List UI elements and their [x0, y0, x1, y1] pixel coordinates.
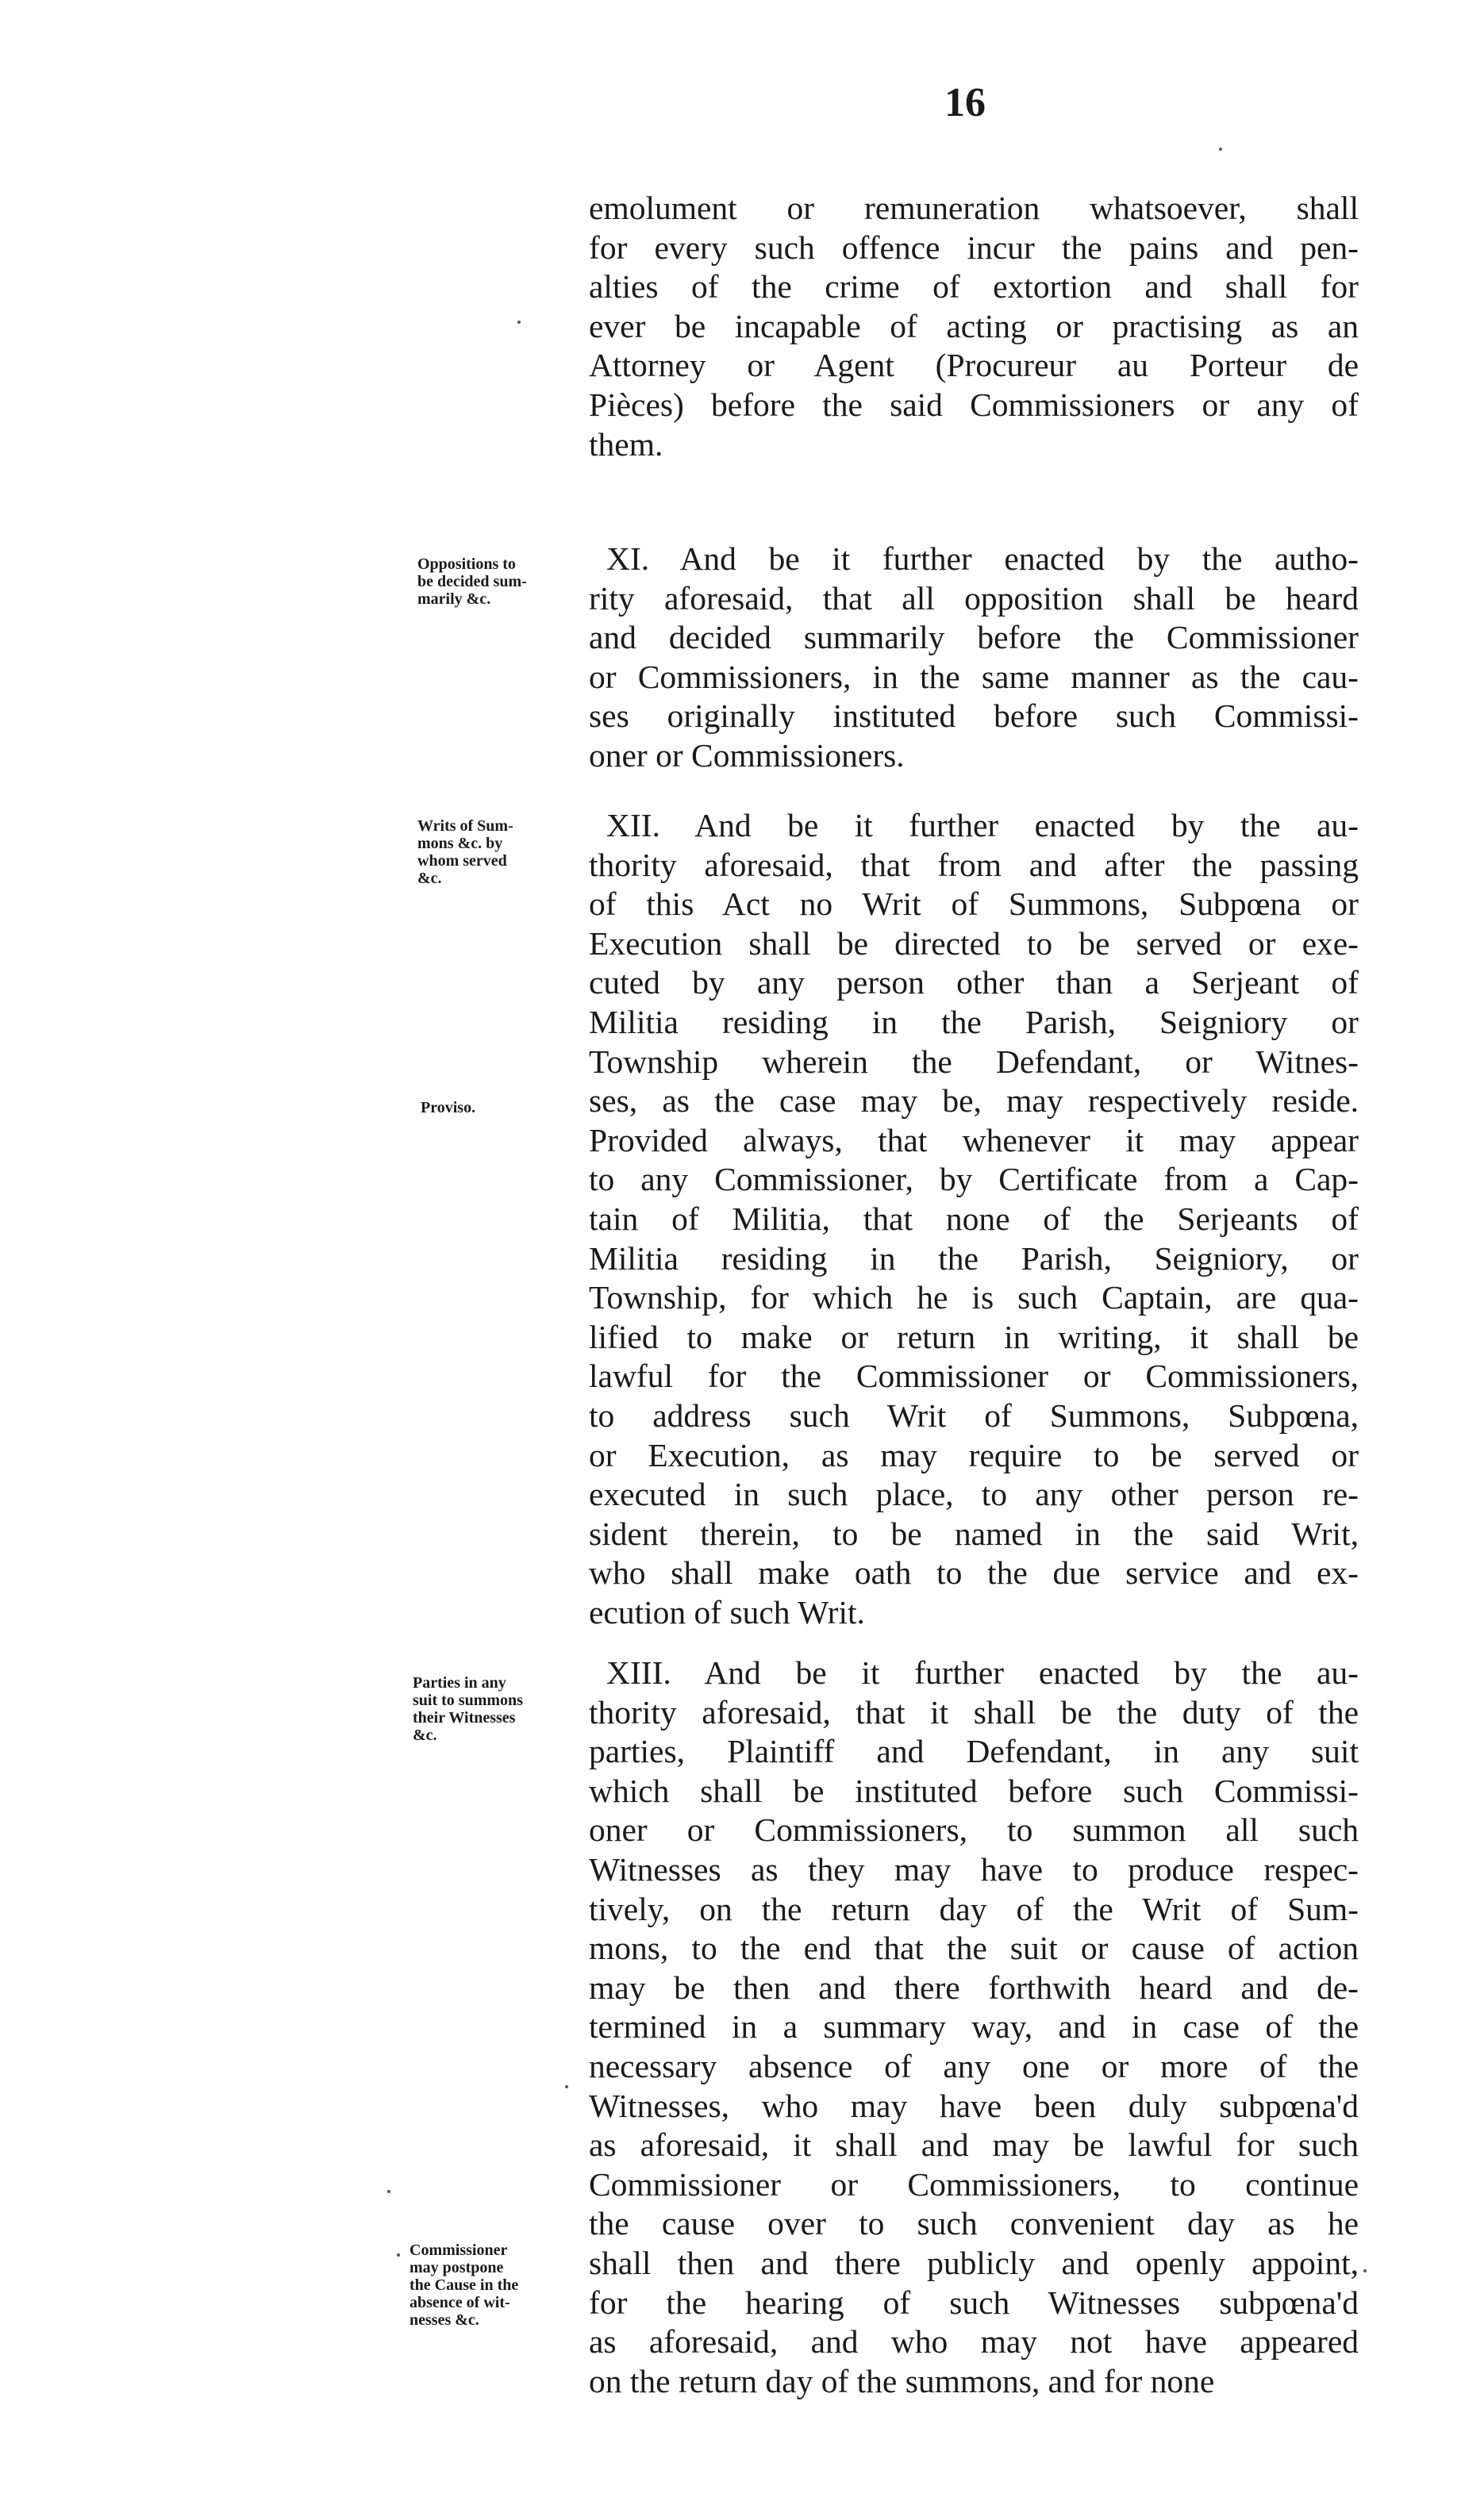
text-line: Militia residing in the Parish, Seigniory or	[589, 1003, 1359, 1040]
page-number: 16	[944, 80, 986, 125]
text-block-continuation	[589, 189, 1359, 464]
text-line: mons, to the end that the suit or cause of action	[589, 1930, 1359, 1967]
text-line: shall then and there publicly and openly appoint,	[589, 2244, 1359, 2281]
text-line: emolument or remuneration whatsoever, shall	[589, 190, 1359, 226]
text-line: parties, Plaintiff and Defendant, in any suit	[589, 1733, 1359, 1770]
margin-note-writs	[417, 817, 584, 887]
text-line: ecution of such Writ.	[589, 1593, 865, 1631]
margin-note-line: Proviso.	[421, 1099, 476, 1116]
margin-note-line: &c.	[417, 870, 442, 887]
margin-note-line: may postpone	[410, 2259, 504, 2276]
text-line: termined in a summary way, and in case of the	[589, 2008, 1359, 2046]
text-line: Execution shall be directed to be served or exe-	[589, 924, 1359, 962]
margin-note-line: marily &c.	[417, 590, 491, 608]
text-line: on the return day of the summons, and for none	[589, 2362, 1215, 2399]
text-line: Witnesses as they may have to produce respec-	[589, 1850, 1359, 1888]
text-line: Attorney or Agent (Procureur au Porteur de	[589, 347, 1359, 384]
text-line: them.	[589, 425, 663, 463]
text-line: thority aforesaid, that from and after the passing	[589, 846, 1359, 883]
text-line: executed in such place, to any other person re-	[589, 1476, 1359, 1513]
text-line: Township wherein the Defendant, or Witnes-	[589, 1043, 1359, 1080]
text-line: cuted by any person other than a Serjeant of	[589, 964, 1359, 1001]
text-line: sident therein, to be named in the said Writ,	[589, 1515, 1359, 1552]
text-line: Township, for which he is such Captain, are qua-	[589, 1279, 1359, 1316]
ink-speck	[387, 2190, 390, 2193]
text-line: tively, on the return day of the Writ of Sum-	[589, 1890, 1359, 1927]
text-line: for every such offence incur the pains and pen-	[589, 229, 1359, 266]
text-line: which shall be instituted before such Commissi-	[589, 1772, 1359, 1809]
margin-note-line: whom served	[417, 852, 507, 870]
section-xiii	[589, 1654, 1359, 2401]
ink-speck	[397, 2253, 400, 2257]
text-line: to address such Writ of Summons, Subpœna,	[589, 1396, 1359, 1434]
text-line: rity aforesaid, that all opposition shall be heard	[589, 579, 1359, 617]
text-line: to any Commissioner, by Certificate from a Cap-	[589, 1161, 1359, 1198]
text-line: tain of Militia, that none of the Serjeants of	[589, 1200, 1359, 1237]
text-line: Commissioner or Commissioners, to continue	[589, 2165, 1359, 2203]
margin-note-line: Oppositions to	[417, 555, 516, 573]
text-line: ses, as the case may be, may respectively reside.	[589, 1082, 1359, 1120]
text-line: may be then and there forthwith heard and de-	[589, 1969, 1359, 2006]
ink-speck	[517, 321, 521, 324]
text-line: and decided summarily before the Commissioner	[589, 619, 1359, 656]
text-line: necessary absence of any one or more of the	[589, 2047, 1359, 2084]
text-line: Provided always, that whenever it may appear	[589, 1121, 1359, 1158]
margin-note-proviso	[421, 1099, 587, 1116]
text-line: as aforesaid, it shall and may be lawful for such	[589, 2126, 1359, 2164]
margin-note-line: the Cause in the	[410, 2276, 519, 2294]
margin-note-line: &c.	[413, 1727, 437, 1744]
margin-note-line: nesses &c.	[410, 2311, 479, 2329]
ink-speck	[1219, 148, 1222, 151]
text-line: or Commissioners, in the same manner as the cau-	[589, 658, 1359, 695]
margin-note-line: Parties in any	[413, 1674, 506, 1692]
margin-note-line: suit to summons	[413, 1692, 523, 1709]
section-xi	[589, 540, 1359, 776]
ink-speck	[1363, 2269, 1367, 2272]
text-line: oner or Commissioners.	[589, 736, 905, 774]
margin-note-line: Commissioner	[410, 2241, 508, 2259]
text-line: Pièces) before the said Commissioners or any of	[589, 386, 1359, 423]
text-line: alties of the crime of extortion and shall for	[589, 268, 1359, 305]
text-line: XIII. And be it further enacted by the au-	[606, 1654, 1359, 1691]
text-line: oner or Commissioners, to summon all such	[589, 1811, 1359, 1849]
margin-note-line: mons &c. by	[417, 835, 503, 852]
text-line: ses originally instituted before such Commissi-	[589, 697, 1359, 735]
text-line: who shall make oath to the due service and ex-	[589, 1554, 1359, 1592]
text-line: XI. And be it further enacted by the autho-	[606, 540, 1359, 577]
margin-note-parties	[413, 1674, 579, 1744]
text-line: XII. And be it further enacted by the au-	[606, 807, 1359, 843]
margin-note-line: be decided sum-	[417, 573, 527, 590]
text-line: of this Act no Writ of Summons, Subpœna or	[589, 885, 1359, 923]
text-line: as aforesaid, and who may not have appeared	[589, 2323, 1359, 2361]
margin-note-line: absence of wit-	[410, 2294, 510, 2311]
text-line: lified to make or return in writing, it shall be	[589, 1318, 1359, 1355]
margin-note-line: Writs of Sum-	[417, 817, 513, 835]
margin-note-commissioner	[410, 2241, 576, 2329]
section-xii	[589, 806, 1359, 1632]
ink-speck	[565, 2085, 568, 2088]
text-line: thority aforesaid, that it shall be the duty of the	[589, 1693, 1359, 1731]
text-line: the cause over to such convenient day as he	[589, 2205, 1359, 2242]
text-line: ever be incapable of acting or practising as an	[589, 307, 1359, 344]
text-line: lawful for the Commissioner or Commissioners,	[589, 1358, 1359, 1395]
margin-note-line: their Witnesses	[413, 1709, 516, 1727]
text-line: Witnesses, who may have been duly subpœna'd	[589, 2087, 1359, 2124]
text-line: for the hearing of such Witnesses subpœna'd	[589, 2284, 1359, 2321]
text-line: Militia residing in the Parish, Seigniory, or	[589, 1239, 1359, 1277]
text-line: or Execution, as may require to be served or	[589, 1436, 1359, 1473]
margin-note-oppositions	[417, 555, 584, 608]
